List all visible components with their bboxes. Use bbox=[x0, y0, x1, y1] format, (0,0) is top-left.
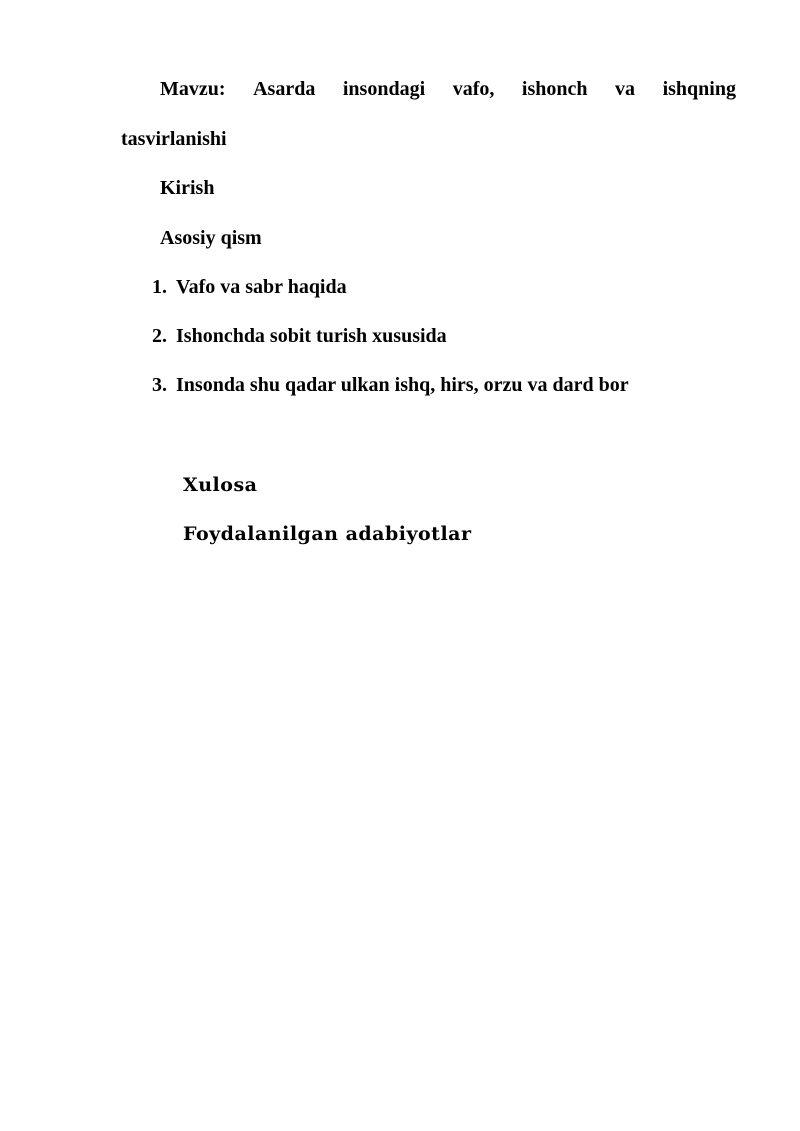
title-word: ishonch bbox=[521, 78, 588, 100]
list-item-text: Insonda shu qadar ulkan ishq, hirs, orzu va dard bor bbox=[176, 374, 629, 396]
title-continuation: tasvirlanishi bbox=[121, 128, 227, 150]
title-word: ishqning bbox=[662, 78, 736, 100]
list-item-text: Vafo va sabr haqida bbox=[176, 276, 347, 298]
list-item bbox=[152, 373, 629, 397]
list-item-number: 3. bbox=[152, 374, 167, 396]
main-part-heading: Asosiy qism bbox=[160, 227, 262, 249]
conclusion-heading: Xulosa bbox=[183, 474, 258, 496]
list-item bbox=[152, 324, 447, 348]
title-word: va bbox=[615, 78, 636, 100]
title-word: Asarda bbox=[253, 78, 316, 100]
list-item-number: 1. bbox=[152, 276, 167, 298]
list-item-text: Ishonchda sobit turish xususida bbox=[176, 325, 447, 347]
title-word: vafo, bbox=[452, 78, 495, 100]
list-item bbox=[152, 275, 347, 299]
title-word: insondagi bbox=[342, 78, 426, 100]
references-heading: Foydalanilgan adabiyotlar bbox=[183, 523, 472, 545]
title-line bbox=[160, 77, 736, 101]
title-word: Mavzu: bbox=[160, 78, 226, 100]
list-item-number: 2. bbox=[152, 325, 167, 347]
intro-heading: Kirish bbox=[160, 177, 215, 199]
